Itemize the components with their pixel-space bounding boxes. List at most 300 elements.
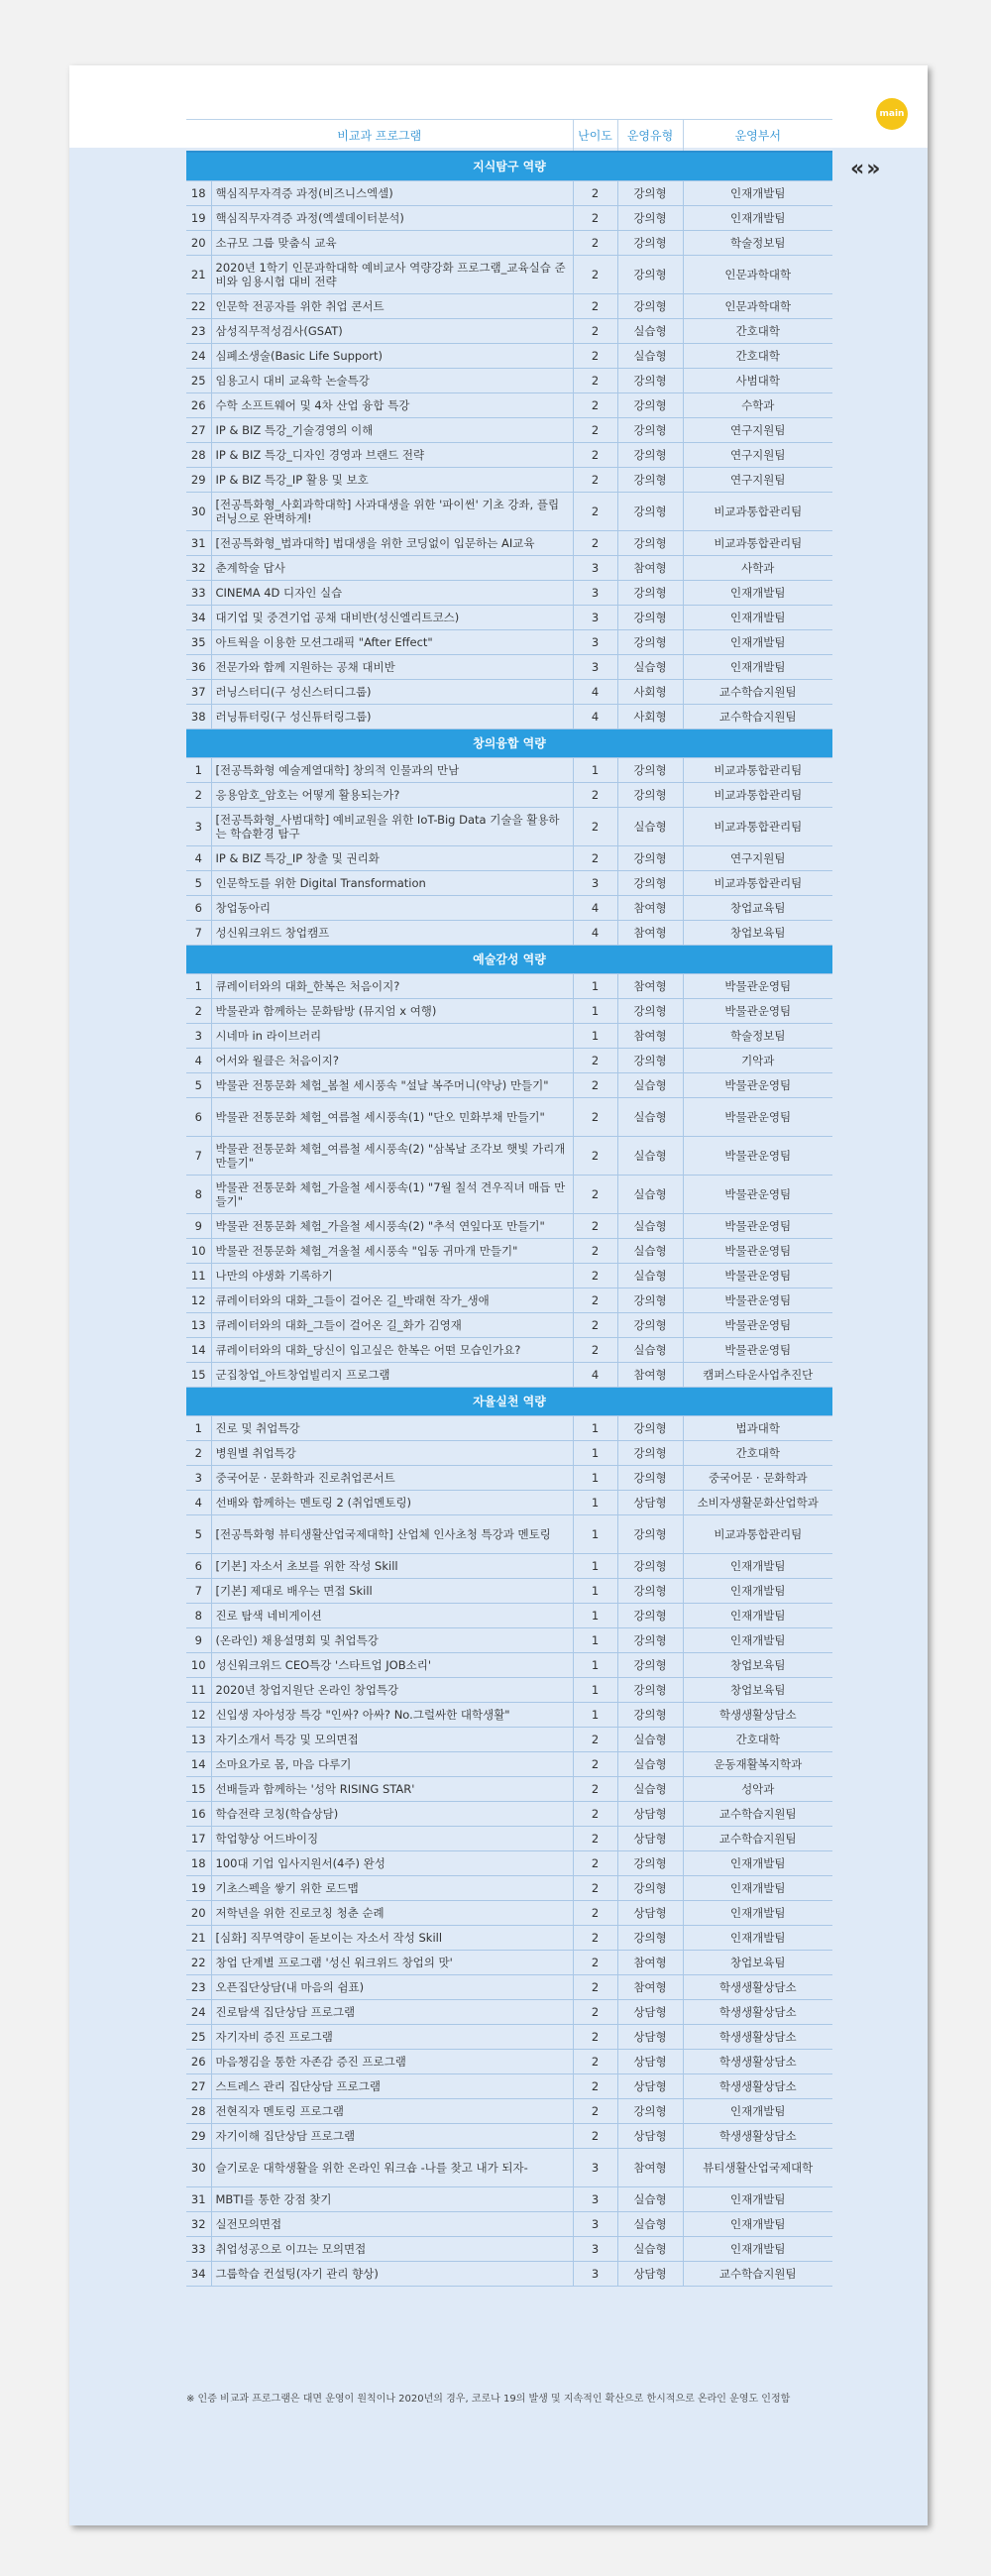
row-number: 12 xyxy=(186,1288,211,1313)
department: 인재개발팀 xyxy=(683,581,832,606)
program-name: 신입생 자아성장 특강 "인싸? 아싸? No.그럴싸한 대학생활" xyxy=(211,1703,573,1728)
row-number: 24 xyxy=(186,2000,211,2025)
program-name: 중국어문 · 문화학과 진로취업콘서트 xyxy=(211,1466,573,1491)
program-name: 응용암호_암호는 어떻게 활용되는가? xyxy=(211,783,573,808)
program-name: [전공특화형 뷰티생활산업국제대학] 산업체 인사초청 특강과 멘토링 xyxy=(211,1515,573,1554)
row-number: 29 xyxy=(186,2124,211,2149)
table-row xyxy=(186,846,832,871)
operation-type: 실습형 xyxy=(617,1752,683,1777)
operation-type: 실습형 xyxy=(617,1098,683,1137)
department: 캠퍼스타운사업추진단 xyxy=(683,1363,832,1388)
department: 창업보육팀 xyxy=(683,1678,832,1703)
row-number: 11 xyxy=(186,1264,211,1288)
difficulty: 2 xyxy=(573,2074,617,2099)
operation-type: 강의형 xyxy=(617,1628,683,1653)
difficulty: 2 xyxy=(573,846,617,871)
table-row xyxy=(186,1416,832,1441)
difficulty: 2 xyxy=(573,531,617,556)
row-number: 8 xyxy=(186,1604,211,1628)
operation-type: 강의형 xyxy=(617,846,683,871)
row-number: 24 xyxy=(186,344,211,369)
difficulty: 2 xyxy=(573,1851,617,1876)
department: 학술정보팀 xyxy=(683,1024,832,1049)
difficulty: 2 xyxy=(573,231,617,256)
department: 학생생활상담소 xyxy=(683,2050,832,2074)
program-name: 자기자비 증진 프로그램 xyxy=(211,2025,573,2050)
difficulty: 1 xyxy=(573,758,617,783)
difficulty: 1 xyxy=(573,1628,617,1653)
row-number: 2 xyxy=(186,1441,211,1466)
operation-type: 강의형 xyxy=(617,1441,683,1466)
program-name: [심화] 직무역량이 돋보이는 자소서 작성 Skill xyxy=(211,1926,573,1951)
row-number: 14 xyxy=(186,1338,211,1363)
operation-type: 참여형 xyxy=(617,2149,683,2187)
department: 학생생활상담소 xyxy=(683,2000,832,2025)
table-row xyxy=(186,2099,832,2124)
operation-type: 참여형 xyxy=(617,921,683,946)
operation-type: 사회형 xyxy=(617,680,683,705)
department: 사학과 xyxy=(683,556,832,581)
difficulty: 2 xyxy=(573,1313,617,1338)
table-row xyxy=(186,206,832,231)
difficulty: 1 xyxy=(573,1491,617,1515)
department: 인재개발팀 xyxy=(683,1554,832,1579)
department: 비교과통합관리팀 xyxy=(683,758,832,783)
program-name: 마음챙김을 통한 자존감 증진 프로그램 xyxy=(211,2050,573,2074)
section-title: 자율실천 역량 xyxy=(186,1388,832,1416)
operation-type: 상담형 xyxy=(617,1491,683,1515)
program-name: 2020년 1학기 인문과학대학 예비교사 역량강화 프로그램_교육실습 준비와 임용시험 대비 전략 xyxy=(211,256,573,294)
table-row xyxy=(186,1901,832,1926)
row-number: 9 xyxy=(186,1628,211,1653)
operation-type: 강의형 xyxy=(617,231,683,256)
operation-type: 참여형 xyxy=(617,1951,683,1975)
row-number: 10 xyxy=(186,1653,211,1678)
department: 사범대학 xyxy=(683,369,832,393)
table-row xyxy=(186,1098,832,1137)
row-number: 31 xyxy=(186,2187,211,2212)
department: 인재개발팀 xyxy=(683,1851,832,1876)
table-row xyxy=(186,2124,832,2149)
operation-type: 강의형 xyxy=(617,1288,683,1313)
row-number: 4 xyxy=(186,1049,211,1073)
operation-type: 강의형 xyxy=(617,630,683,655)
program-name: (온라인) 채용설명회 및 취업특강 xyxy=(211,1628,573,1653)
table-row xyxy=(186,2149,832,2187)
program-name: 인문학 전공자를 위한 취업 콘서트 xyxy=(211,294,573,319)
difficulty: 2 xyxy=(573,2099,617,2124)
department: 비교과통합관리팀 xyxy=(683,808,832,846)
main-badge[interactable]: main xyxy=(876,98,908,130)
program-name: 선배들과 함께하는 '성악 RISING STAR' xyxy=(211,1777,573,1802)
table-row xyxy=(186,393,832,418)
row-number: 32 xyxy=(186,2212,211,2237)
department: 학술정보팀 xyxy=(683,231,832,256)
row-number: 14 xyxy=(186,1752,211,1777)
row-number: 13 xyxy=(186,1313,211,1338)
row-number: 15 xyxy=(186,1777,211,1802)
program-name: 박물관과 함께하는 문화탐방 (뮤지엄 x 여행) xyxy=(211,999,573,1024)
operation-type: 강의형 xyxy=(617,468,683,493)
difficulty: 2 xyxy=(573,181,617,206)
operation-type: 강의형 xyxy=(617,181,683,206)
difficulty: 2 xyxy=(573,493,617,531)
department: 박물관운영팀 xyxy=(683,1288,832,1313)
table-row xyxy=(186,2050,832,2074)
table-row xyxy=(186,468,832,493)
operation-type: 실습형 xyxy=(617,1338,683,1363)
operation-type: 강의형 xyxy=(617,1876,683,1901)
row-number: 7 xyxy=(186,921,211,946)
department: 인재개발팀 xyxy=(683,2187,832,2212)
program-name: 핵심직무자격증 과정(엑셀데이터분석) xyxy=(211,206,573,231)
row-number: 21 xyxy=(186,256,211,294)
row-number: 2 xyxy=(186,999,211,1024)
table-row xyxy=(186,974,832,999)
difficulty: 4 xyxy=(573,680,617,705)
department: 법과대학 xyxy=(683,1416,832,1441)
program-name: 러닝스터디(구 성신스터디그룹) xyxy=(211,680,573,705)
difficulty: 2 xyxy=(573,2124,617,2149)
row-number: 23 xyxy=(186,319,211,344)
operation-type: 강의형 xyxy=(617,493,683,531)
difficulty: 2 xyxy=(573,1951,617,1975)
program-name: 나만의 야생화 기록하기 xyxy=(211,1264,573,1288)
operation-type: 강의형 xyxy=(617,783,683,808)
department: 소비자생활문화산업학과 xyxy=(683,1491,832,1515)
row-number: 26 xyxy=(186,393,211,418)
operation-type: 강의형 xyxy=(617,206,683,231)
table-row xyxy=(186,655,832,680)
table-row xyxy=(186,1363,832,1388)
program-name: 진로 및 취업특강 xyxy=(211,1416,573,1441)
operation-type: 실습형 xyxy=(617,2212,683,2237)
table-row xyxy=(186,606,832,630)
operation-type: 강의형 xyxy=(617,294,683,319)
department: 연구지원팀 xyxy=(683,846,832,871)
difficulty: 2 xyxy=(573,1098,617,1137)
row-number: 7 xyxy=(186,1579,211,1604)
difficulty: 1 xyxy=(573,1579,617,1604)
table-header xyxy=(186,120,832,153)
program-name: 진로탐색 집단상담 프로그램 xyxy=(211,2000,573,2025)
table-row xyxy=(186,1491,832,1515)
department: 인재개발팀 xyxy=(683,206,832,231)
operation-type: 참여형 xyxy=(617,896,683,921)
operation-type: 강의형 xyxy=(617,1678,683,1703)
row-number: 11 xyxy=(186,1678,211,1703)
operation-type: 강의형 xyxy=(617,393,683,418)
difficulty: 2 xyxy=(573,2000,617,2025)
program-name: 삼성직무적성검사(GSAT) xyxy=(211,319,573,344)
difficulty: 2 xyxy=(573,1338,617,1363)
section-title: 창의융합 역량 xyxy=(186,729,832,758)
program-name: 성신워크위드 창업캠프 xyxy=(211,921,573,946)
department: 인재개발팀 xyxy=(683,1876,832,1901)
operation-type: 실습형 xyxy=(617,808,683,846)
row-number: 5 xyxy=(186,871,211,896)
program-name: 박물관 전통문화 체험_봄철 세시풍속 "설날 복주머니(약낭) 만들기" xyxy=(211,1073,573,1098)
program-table xyxy=(186,119,832,2287)
table-row xyxy=(186,808,832,846)
department: 인재개발팀 xyxy=(683,2099,832,2124)
department: 박물관운영팀 xyxy=(683,1137,832,1176)
table-row xyxy=(186,2025,832,2050)
row-number: 7 xyxy=(186,1137,211,1176)
department: 교수학습지원팀 xyxy=(683,705,832,729)
table-row xyxy=(186,1752,832,1777)
table-body xyxy=(186,152,832,2287)
row-number: 32 xyxy=(186,556,211,581)
program-name: 학습전략 코칭(학습상담) xyxy=(211,1802,573,1827)
table-row xyxy=(186,1827,832,1851)
table-row xyxy=(186,1554,832,1579)
header-dept: 운영부서 xyxy=(683,120,832,153)
program-name: [기본] 제대로 배우는 면접 Skill xyxy=(211,1579,573,1604)
row-number: 35 xyxy=(186,630,211,655)
row-number: 22 xyxy=(186,1951,211,1975)
difficulty: 1 xyxy=(573,1703,617,1728)
program-name: 슬기로운 대학생활을 위한 온라인 워크숍 -나를 찾고 내가 되자- xyxy=(211,2149,573,2187)
program-name: IP & BIZ 특강_디자인 경영과 브랜드 전략 xyxy=(211,443,573,468)
program-name: 박물관 전통문화 체험_겨울철 세시풍속 "입동 귀마개 만들기" xyxy=(211,1239,573,1264)
difficulty: 2 xyxy=(573,1752,617,1777)
program-name: 소마요가로 몸, 마음 다루기 xyxy=(211,1752,573,1777)
prev-page-icon[interactable]: « xyxy=(850,157,859,181)
program-name: 큐레이터와의 대화_그들이 걸어온 길_화가 김영재 xyxy=(211,1313,573,1338)
department: 비교과통합관리팀 xyxy=(683,1515,832,1554)
program-name: 선배와 함께하는 멘토링 2 (취업멘토링) xyxy=(211,1491,573,1515)
difficulty: 3 xyxy=(573,630,617,655)
table-row xyxy=(186,2187,832,2212)
department: 교수학습지원팀 xyxy=(683,1802,832,1827)
operation-type: 실습형 xyxy=(617,1728,683,1752)
table-row xyxy=(186,2212,832,2237)
row-number: 19 xyxy=(186,1876,211,1901)
operation-type: 강의형 xyxy=(617,1466,683,1491)
table-row xyxy=(186,581,832,606)
program-name: 어서와 월클은 처음이지? xyxy=(211,1049,573,1073)
table-row xyxy=(186,921,832,946)
row-number: 33 xyxy=(186,581,211,606)
program-name: 성신워크위드 CEO특강 '스타트업 JOB소리' xyxy=(211,1653,573,1678)
table-row xyxy=(186,1678,832,1703)
operation-type: 참여형 xyxy=(617,1363,683,1388)
difficulty: 2 xyxy=(573,369,617,393)
department: 학생생활상담소 xyxy=(683,1975,832,2000)
table-row xyxy=(186,1777,832,1802)
operation-type: 실습형 xyxy=(617,655,683,680)
difficulty: 2 xyxy=(573,468,617,493)
operation-type: 강의형 xyxy=(617,369,683,393)
program-name: IP & BIZ 특강_기술경영의 이해 xyxy=(211,418,573,443)
difficulty: 2 xyxy=(573,1176,617,1214)
difficulty: 2 xyxy=(573,418,617,443)
program-name: 큐레이터와의 대화_당신이 입고싶은 한복은 어떤 모습인가요? xyxy=(211,1338,573,1363)
table-row xyxy=(186,1802,832,1827)
department: 인재개발팀 xyxy=(683,630,832,655)
table-row xyxy=(186,783,832,808)
difficulty: 2 xyxy=(573,783,617,808)
row-number: 16 xyxy=(186,1802,211,1827)
difficulty: 4 xyxy=(573,921,617,946)
program-name: 병원별 취업특강 xyxy=(211,1441,573,1466)
row-number: 6 xyxy=(186,1554,211,1579)
operation-type: 강의형 xyxy=(617,256,683,294)
row-number: 3 xyxy=(186,808,211,846)
difficulty: 1 xyxy=(573,1024,617,1049)
department: 인재개발팀 xyxy=(683,2237,832,2262)
difficulty: 2 xyxy=(573,2025,617,2050)
program-name: 전문가와 함께 지원하는 공채 대비반 xyxy=(211,655,573,680)
table-row xyxy=(186,531,832,556)
operation-type: 강의형 xyxy=(617,871,683,896)
difficulty: 2 xyxy=(573,1137,617,1176)
difficulty: 2 xyxy=(573,1777,617,1802)
difficulty: 3 xyxy=(573,606,617,630)
operation-type: 강의형 xyxy=(617,758,683,783)
department: 인재개발팀 xyxy=(683,1926,832,1951)
department: 박물관운영팀 xyxy=(683,1264,832,1288)
difficulty: 1 xyxy=(573,1515,617,1554)
program-name: 시네마 in 라이브러리 xyxy=(211,1024,573,1049)
table-row xyxy=(186,896,832,921)
operation-type: 강의형 xyxy=(617,1313,683,1338)
row-number: 13 xyxy=(186,1728,211,1752)
section-title: 지식탐구 역량 xyxy=(186,152,832,181)
difficulty: 3 xyxy=(573,2237,617,2262)
program-name: 춘계학술 답사 xyxy=(211,556,573,581)
row-number: 17 xyxy=(186,1827,211,1851)
table-row xyxy=(186,1876,832,1901)
operation-type: 상담형 xyxy=(617,1802,683,1827)
operation-type: 상담형 xyxy=(617,1901,683,1926)
department: 인재개발팀 xyxy=(683,606,832,630)
department: 인재개발팀 xyxy=(683,1901,832,1926)
table-row xyxy=(186,1214,832,1239)
difficulty: 2 xyxy=(573,256,617,294)
difficulty: 2 xyxy=(573,319,617,344)
difficulty: 2 xyxy=(573,2050,617,2074)
difficulty: 3 xyxy=(573,2212,617,2237)
operation-type: 실습형 xyxy=(617,319,683,344)
department: 비교과통합관리팀 xyxy=(683,783,832,808)
operation-type: 실습형 xyxy=(617,1264,683,1288)
table-row xyxy=(186,256,832,294)
table-row xyxy=(186,1024,832,1049)
row-number: 5 xyxy=(186,1073,211,1098)
row-number: 34 xyxy=(186,2262,211,2287)
department: 박물관운영팀 xyxy=(683,1176,832,1214)
department: 학생생활상담소 xyxy=(683,2074,832,2099)
department: 창업보육팀 xyxy=(683,1653,832,1678)
operation-type: 강의형 xyxy=(617,443,683,468)
row-number: 31 xyxy=(186,531,211,556)
department: 인문과학대학 xyxy=(683,294,832,319)
section-header xyxy=(186,946,832,974)
operation-type: 실습형 xyxy=(617,344,683,369)
department: 인문과학대학 xyxy=(683,256,832,294)
program-name: IP & BIZ 특강_IP 창출 및 권리화 xyxy=(211,846,573,871)
program-name: 저학년을 위한 진로코칭 청춘 순례 xyxy=(211,1901,573,1926)
department: 운동재활복지학과 xyxy=(683,1752,832,1777)
program-name: 군집창업_아트창업빌리지 프로그램 xyxy=(211,1363,573,1388)
operation-type: 실습형 xyxy=(617,1073,683,1098)
program-name: MBTI를 통한 강점 찾기 xyxy=(211,2187,573,2212)
row-number: 27 xyxy=(186,2074,211,2099)
difficulty: 3 xyxy=(573,871,617,896)
table-row xyxy=(186,418,832,443)
table-row xyxy=(186,2000,832,2025)
difficulty: 3 xyxy=(573,2149,617,2187)
row-number: 25 xyxy=(186,369,211,393)
department: 간호대학 xyxy=(683,319,832,344)
program-name: 심폐소생술(Basic Life Support) xyxy=(211,344,573,369)
department: 교수학습지원팀 xyxy=(683,680,832,705)
department: 학생생활상담소 xyxy=(683,1703,832,1728)
row-number: 28 xyxy=(186,2099,211,2124)
operation-type: 강의형 xyxy=(617,999,683,1024)
difficulty: 2 xyxy=(573,1975,617,2000)
operation-type: 사회형 xyxy=(617,705,683,729)
table-row xyxy=(186,231,832,256)
operation-type: 강의형 xyxy=(617,1851,683,1876)
row-number: 28 xyxy=(186,443,211,468)
table-row xyxy=(186,999,832,1024)
table-row xyxy=(186,1579,832,1604)
row-number: 33 xyxy=(186,2237,211,2262)
table-row xyxy=(186,1239,832,1264)
operation-type: 상담형 xyxy=(617,2050,683,2074)
department: 연구지원팀 xyxy=(683,418,832,443)
operation-type: 상담형 xyxy=(617,2124,683,2149)
table-row xyxy=(186,1338,832,1363)
operation-type: 강의형 xyxy=(617,606,683,630)
table-row xyxy=(186,871,832,896)
row-number: 15 xyxy=(186,1363,211,1388)
program-name: 100대 기업 입사지원서(4주) 완성 xyxy=(211,1851,573,1876)
difficulty: 2 xyxy=(573,344,617,369)
next-page-icon[interactable]: » xyxy=(866,157,875,181)
row-number: 12 xyxy=(186,1703,211,1728)
operation-type: 강의형 xyxy=(617,1515,683,1554)
row-number: 21 xyxy=(186,1926,211,1951)
program-name: 실전모의면접 xyxy=(211,2212,573,2237)
difficulty: 1 xyxy=(573,999,617,1024)
department: 간호대학 xyxy=(683,1728,832,1752)
program-name: 임용고시 대비 교육학 논술특강 xyxy=(211,369,573,393)
program-name: IP & BIZ 특강_IP 활용 및 보호 xyxy=(211,468,573,493)
row-number: 34 xyxy=(186,606,211,630)
table-row xyxy=(186,1137,832,1176)
table-row xyxy=(186,1176,832,1214)
table-row xyxy=(186,758,832,783)
difficulty: 1 xyxy=(573,1554,617,1579)
program-name: 소규모 그룹 맞춤식 교육 xyxy=(211,231,573,256)
table-row xyxy=(186,680,832,705)
difficulty: 2 xyxy=(573,1802,617,1827)
difficulty: 4 xyxy=(573,705,617,729)
program-name: 박물관 전통문화 체험_여름철 세시풍속(1) "단오 민화부채 만들기" xyxy=(211,1098,573,1137)
operation-type: 강의형 xyxy=(617,2099,683,2124)
program-name: 창업동아리 xyxy=(211,896,573,921)
difficulty: 2 xyxy=(573,1214,617,1239)
table-row xyxy=(186,630,832,655)
department: 창업보육팀 xyxy=(683,1951,832,1975)
row-number: 9 xyxy=(186,1214,211,1239)
program-name: 기초스펙을 쌓기 위한 로드맵 xyxy=(211,1876,573,1901)
row-number: 3 xyxy=(186,1466,211,1491)
